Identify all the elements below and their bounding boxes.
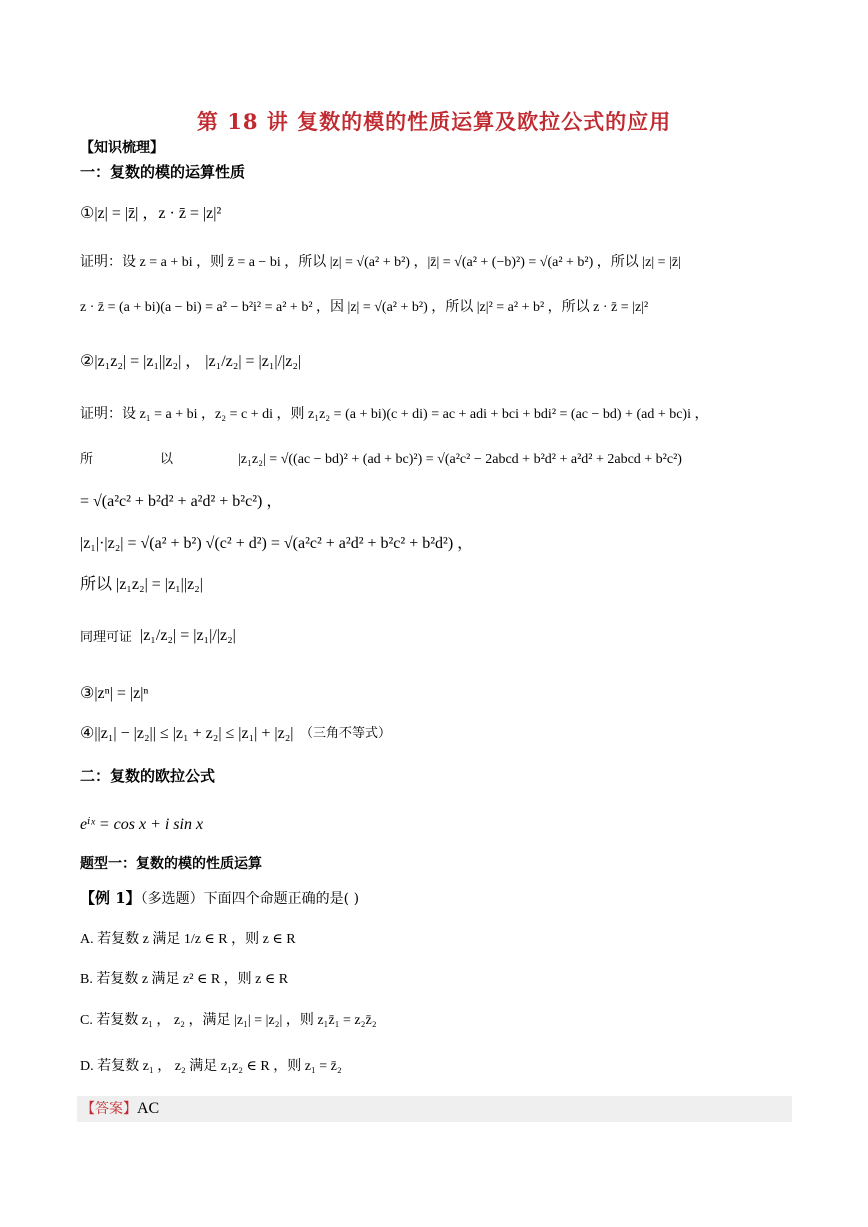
proof-2-line-d: |z₁|·|z₂| = √(a² + b²) √(c² + d²) = √(a²c² + a²d² + b²c² + b²d²) ，	[80, 535, 474, 552]
option-b: B. 若复数 z 满足 z² ∈ R ，则 z ∈ R	[80, 972, 289, 987]
example-1	[80, 888, 359, 909]
option-a: A. 若复数 z 满足 1/z ∈ R ，则 z ∈ R	[80, 932, 296, 947]
property-4-note: （三角不等式）	[300, 726, 392, 741]
heading-modulus-properties: 一：复数的模的运算性质	[80, 163, 246, 181]
example-text: （多选题）下面四个命题正确的是( )	[140, 891, 360, 907]
property-1: ①|z| = |z̄| ，z · z̄ = |z|²	[80, 205, 222, 222]
proof-2-line-b: |z₁z₂| = √((ac − bd)² + (ad + bc)²) = √(a²c² − 2abcd + b²d² + a²d² + 2abcd + b²c²)	[238, 452, 682, 467]
proof-2-line-f: |z₁/z₂| = |z₁|/|z₂|	[140, 627, 236, 644]
section-label: 【知识梳理】	[80, 140, 164, 156]
proof-2-word-suo: 所	[80, 452, 94, 467]
property-2: ②|z₁z₂| = |z₁||z₂| ， |z₁/z₂| = |z₁|/|z₂|	[80, 353, 302, 370]
proof-2-line-e: 所以 |z₁z₂| = |z₁||z₂|	[80, 576, 203, 593]
heading-euler-formula: 二：复数的欧拉公式	[80, 767, 216, 785]
proof-2-line-c: = √(a²c² + b²d² + a²d² + b²c²) ，	[80, 493, 283, 510]
option-c: C. 若复数 z₁ ， z₂ ，满足 |z₁| = |z₂| ，则 z₁z̄₁ = z₂z̄₂	[80, 1013, 377, 1028]
example-label: 【例 1】	[80, 889, 141, 907]
answer-box	[77, 1096, 792, 1122]
option-d: D. 若复数 z₁ ， z₂ 满足 z₁z₂ ∈ R ，则 z₁ = z̄₂	[80, 1059, 342, 1074]
answer-label: 【答案】	[81, 1101, 137, 1117]
page-title: 第 18 讲 复数的模的性质运算及欧拉公式的应用	[196, 109, 672, 134]
euler-formula: eⁱˣ = cos x + i sin x	[80, 816, 204, 833]
property-4: ④||z₁| − |z₂|| ≤ |z₁ + z₂| ≤ |z₁| + |z₂|	[80, 725, 294, 742]
proof-1-line-a: 证明：设 z = a + bi ，则 z̄ = a − bi ，所以 |z| = √(a² + b²) ，|z̄| = √(a² + (−b)²) = √(a² + b²) ，所以 |z| = |z̄|	[80, 255, 681, 270]
answer-line	[81, 1099, 159, 1119]
proof-1-line-b: z · z̄ = (a + bi)(a − bi) = a² − b²i² = a² + b² ，因 |z| = √(a² + b²) ，所以 |z|² = a² + b² ，所以 z · z̄ = |z|²	[80, 300, 649, 315]
proof-2-similarly-label: 同理可证	[80, 630, 133, 645]
proof-2-line-a: 证明：设 z₁ = a + bi ，z₂ = c + di ，则 z₁z₂ = (a + bi)(c + di) = ac + adi + bci + bdi² = (ac − bd) + (ad + bc)i ，	[80, 407, 709, 422]
answer-value: AC	[137, 1100, 160, 1117]
proof-2-word-yi: 以	[160, 452, 174, 467]
question-type-1: 题型一：复数的模的性质运算	[80, 856, 262, 872]
property-3: ③|zⁿ| = |z|ⁿ	[80, 685, 149, 702]
